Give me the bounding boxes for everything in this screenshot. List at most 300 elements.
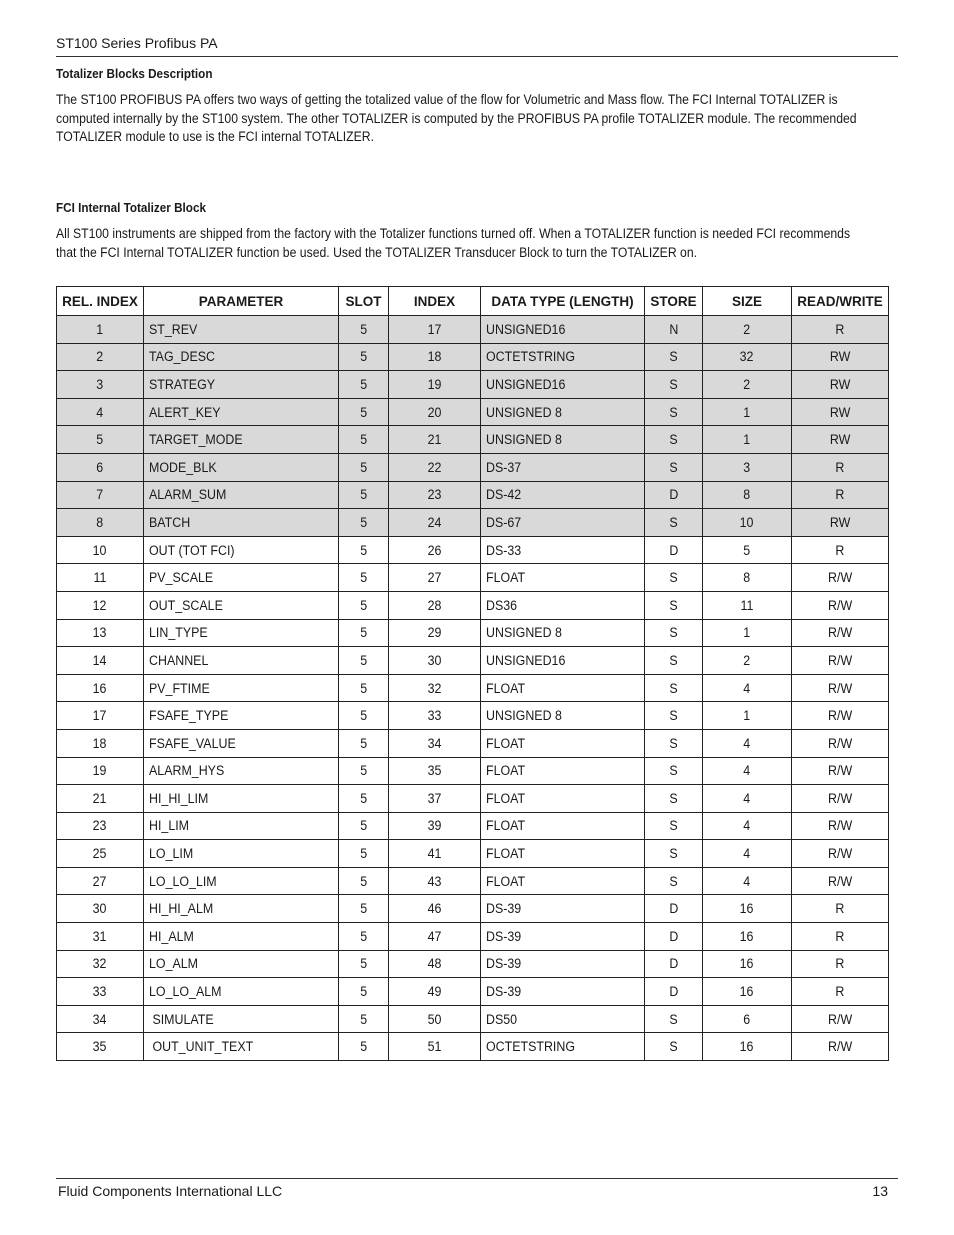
table-cell [339,702,389,730]
table-cell [389,702,481,730]
table-cell [144,1005,339,1033]
table-row [57,978,889,1006]
table-cell [703,674,792,702]
cell-text: FLOAT [486,570,526,586]
table-cell [144,950,339,978]
table-cell [339,564,389,592]
table-cell [57,895,144,923]
cell-text: FLOAT [486,818,526,834]
cell-text: 1 [743,708,751,724]
cell-text: 2 [743,376,751,392]
table-cell [339,729,389,757]
cell-text: 14 [93,652,107,668]
cell-text: 5 [360,404,367,420]
table-cell [703,785,792,813]
cell-text: S [669,459,678,475]
cell-text: R [835,321,845,337]
column-header: STORE [645,287,703,316]
cell-text: LO_LIM [149,846,194,862]
table-cell [703,398,792,426]
cell-text: 4 [743,763,751,779]
table-cell [144,371,339,399]
table-row [57,1005,889,1033]
cell-text: D [669,901,678,917]
cell-text: 5 [360,487,367,503]
table-cell [389,509,481,537]
column-header: REL. INDEX [57,287,144,316]
table-cell [144,564,339,592]
cell-text: STRATEGY [149,376,216,392]
cell-text: S [669,763,678,779]
table-cell [703,619,792,647]
cell-text: S [669,873,678,889]
cell-text: 5 [360,763,367,779]
cell-text: RW [829,376,851,392]
cell-text: S [669,597,678,613]
table-cell [481,950,645,978]
table-row [57,343,889,371]
table-cell [481,509,645,537]
cell-text: PV_SCALE [149,570,214,586]
table-cell [792,923,889,951]
cell-text: DS-42 [486,487,522,503]
table-cell [645,1005,703,1033]
table-cell [339,509,389,537]
table-cell [339,895,389,923]
table-cell [57,536,144,564]
table-cell [792,867,889,895]
table-cell [339,757,389,785]
cell-text: 5 [360,818,367,834]
table-cell [703,1005,792,1033]
cell-text: 5 [360,570,367,586]
table-row [57,895,889,923]
cell-text: 49 [427,984,442,1000]
company-name: Fluid Components International LLC [58,1183,283,1199]
cell-text: 35 [427,763,442,779]
cell-text: 4 [743,735,751,751]
table-row [57,591,889,619]
section-paragraph-totalizer-blocks [56,91,889,147]
table-cell [144,398,339,426]
cell-text: 27 [427,570,442,586]
cell-text: RW [829,432,851,448]
cell-text: 5 [360,680,367,696]
cell-text: S [669,514,678,530]
table-cell [57,343,144,371]
table-cell [645,674,703,702]
cell-text: OUT (TOT FCI) [149,542,235,558]
cell-text: 39 [427,818,442,834]
cell-text: 11 [93,570,107,586]
table-row [57,702,889,730]
cell-text: 4 [743,846,751,862]
cell-text: 34 [427,735,442,751]
table-cell [645,702,703,730]
cell-text: 3 [743,459,751,475]
cell-text: D [669,487,678,503]
cell-text: RW [829,404,851,420]
table-cell [389,536,481,564]
cell-text: UNSIGNED 8 [486,708,562,724]
table-cell [481,674,645,702]
table-cell [703,481,792,509]
table-cell [645,536,703,564]
cell-text: 5 [360,928,367,944]
table-cell [57,619,144,647]
cell-text: 16 [740,956,754,972]
cell-text: 10 [93,542,107,558]
cell-text: 30 [427,652,442,668]
cell-text: D [669,928,678,944]
table-cell [645,923,703,951]
table-cell [339,426,389,454]
table-row [57,371,889,399]
table-cell [703,453,792,481]
cell-text: N [669,321,678,337]
cell-text: DS-37 [486,459,522,475]
cell-text: 25 [93,846,107,862]
table-row [57,481,889,509]
parameter-table [56,286,889,1061]
cell-text: LIN_TYPE [149,625,208,641]
table-cell [57,647,144,675]
table-cell [645,398,703,426]
table-cell [144,316,339,344]
table-cell [339,453,389,481]
table-cell [703,729,792,757]
table-row [57,453,889,481]
table-cell [144,729,339,757]
table-cell [481,453,645,481]
table-row [57,923,889,951]
table-cell [339,840,389,868]
paragraph-line: that the FCI Internal TOTALIZER function be used. Used the TOTALIZER Transducer Block to turn the TOTALIZER on. [56,244,698,260]
table-cell [792,316,889,344]
table-cell [792,978,889,1006]
cell-text: 51 [427,1039,442,1055]
column-header: PARAMETER [144,287,339,316]
cell-text: S [669,818,678,834]
cell-text: 1 [743,432,751,448]
table-cell [57,950,144,978]
table-row [57,647,889,675]
cell-text: R/W [827,1011,853,1027]
cell-text: 10 [740,514,754,530]
cell-text: 16 [93,680,107,696]
table-cell [792,812,889,840]
table-row [57,674,889,702]
table-cell [389,950,481,978]
table-cell [339,785,389,813]
table-body [57,316,889,1061]
table-cell [144,481,339,509]
cell-text: D [669,542,678,558]
cell-text: UNSIGNED 8 [486,432,562,448]
table-cell [57,757,144,785]
table-cell [792,785,889,813]
cell-text: SIMULATE [149,1011,214,1027]
page-footer [56,1178,898,1203]
cell-text: 1 [743,625,751,641]
cell-text: 5 [360,625,367,641]
column-header: SLOT [339,287,389,316]
table-cell [144,426,339,454]
table-cell [339,343,389,371]
cell-text: 24 [427,514,442,530]
table-row [57,867,889,895]
table-cell [792,481,889,509]
cell-text: 7 [96,487,104,503]
table-cell [481,343,645,371]
cell-text: 29 [427,625,442,641]
cell-text: 47 [427,928,442,944]
table-cell [389,785,481,813]
table-cell [645,950,703,978]
table-cell [144,591,339,619]
table-cell [481,371,645,399]
cell-text: FLOAT [486,735,526,751]
table-cell [144,923,339,951]
table-cell [481,757,645,785]
page-number: 13 [872,1183,888,1199]
cell-text: FLOAT [486,846,526,862]
table-cell [144,702,339,730]
cell-text: 21 [93,790,107,806]
table-cell [389,316,481,344]
cell-text: 5 [360,708,367,724]
table-cell [792,1005,889,1033]
table-cell [645,895,703,923]
cell-text: 30 [93,901,107,917]
cell-text: UNSIGNED16 [486,321,566,337]
cell-text: 8 [743,570,751,586]
document-title: ST100 Series Profibus PA [56,35,218,51]
cell-text: OUT_UNIT_TEXT [149,1039,254,1055]
table-cell [703,923,792,951]
table-cell [57,978,144,1006]
cell-text: 5 [360,349,367,365]
table-cell [792,840,889,868]
cell-text: 31 [93,928,107,944]
cell-text: S [669,708,678,724]
cell-text: LO_LO_ALM [149,984,222,1000]
cell-text: DS-39 [486,956,522,972]
cell-text: 26 [427,542,442,558]
table-cell [703,343,792,371]
table-cell [57,702,144,730]
table-cell [57,398,144,426]
cell-text: 4 [743,873,751,889]
cell-text: 33 [427,708,442,724]
cell-text: R/W [827,790,853,806]
table-cell [57,453,144,481]
table-cell [703,895,792,923]
table-cell [481,564,645,592]
table-cell [144,509,339,537]
cell-text: 13 [93,625,107,641]
cell-text: BATCH [149,514,191,530]
table-cell [144,867,339,895]
cell-text: D [669,956,678,972]
cell-text: FLOAT [486,763,526,779]
table-cell [144,785,339,813]
cell-text: R/W [827,680,853,696]
table-cell [792,343,889,371]
table-cell [481,840,645,868]
table-cell [703,371,792,399]
table-cell [703,812,792,840]
table-cell [339,591,389,619]
cell-text: HI_HI_ALM [149,901,214,917]
cell-text: 5 [360,873,367,889]
table-cell [339,371,389,399]
table-cell [481,647,645,675]
table-cell [389,1033,481,1061]
cell-text: 43 [427,873,442,889]
table-cell [792,536,889,564]
table-cell [389,426,481,454]
table-row [57,785,889,813]
cell-text: S [669,570,678,586]
table-cell [339,316,389,344]
cell-text: 5 [96,432,104,448]
cell-text: 19 [427,376,442,392]
table-cell [792,371,889,399]
table-cell [481,591,645,619]
cell-text: 1 [743,404,751,420]
table-cell [481,812,645,840]
table-cell [481,536,645,564]
cell-text: R [835,984,845,1000]
table-cell [481,619,645,647]
cell-text: R/W [827,597,853,613]
table-cell [389,674,481,702]
cell-text: UNSIGNED16 [486,376,566,392]
table-cell [481,426,645,454]
table-cell [645,812,703,840]
table-row [57,950,889,978]
cell-text: R [835,956,845,972]
cell-text: R [835,901,845,917]
table-header-row [57,287,889,316]
cell-text: HI_LIM [149,818,190,834]
cell-text: 2 [743,321,751,337]
cell-text: 4 [743,790,751,806]
table-cell [645,757,703,785]
table-cell [645,591,703,619]
cell-text: DS-39 [486,984,522,1000]
cell-text: R/W [827,818,853,834]
table-cell [645,978,703,1006]
cell-text: 5 [360,597,367,613]
table-cell [703,591,792,619]
cell-text: TAG_DESC [149,349,216,365]
table-cell [792,1033,889,1061]
table-cell [792,702,889,730]
cell-text: 5 [743,542,751,558]
table-cell [703,509,792,537]
cell-text: PV_FTIME [149,680,210,696]
table-cell [389,840,481,868]
table-row [57,812,889,840]
table-cell [481,481,645,509]
cell-text: 5 [360,321,367,337]
table-cell [339,647,389,675]
table-cell [389,647,481,675]
cell-text: R/W [827,735,853,751]
table-cell [339,867,389,895]
table-cell [389,398,481,426]
table-cell [339,812,389,840]
cell-text: ALARM_HYS [149,763,225,779]
cell-text: 5 [360,790,367,806]
table-cell [389,564,481,592]
cell-text: 5 [360,1011,367,1027]
cell-text: ALERT_KEY [149,404,221,420]
cell-text: OCTETSTRING [486,1039,576,1055]
table-cell [144,536,339,564]
column-header: INDEX [389,287,481,316]
cell-text: 18 [427,349,442,365]
table-cell [645,840,703,868]
cell-text: S [669,652,678,668]
section-heading-totalizer-blocks: Totalizer Blocks Description [56,66,213,81]
cell-text: 5 [360,735,367,751]
cell-text: R/W [827,652,853,668]
table-cell [703,316,792,344]
table-cell [645,316,703,344]
table-cell [339,1033,389,1061]
paragraph-line: All ST100 instruments are shipped from the factory with the Totalizer functions turned off. When a TOTALIZER function is needed FCI recommends [56,226,851,241]
table-cell [57,509,144,537]
cell-text: UNSIGNED 8 [486,404,562,420]
cell-text: S [669,846,678,862]
table-cell [481,729,645,757]
table-row [57,1033,889,1061]
table-cell [339,950,389,978]
cell-text: HI_HI_LIM [149,790,209,806]
table-cell [389,757,481,785]
cell-text: 16 [740,1039,754,1055]
table-cell [703,867,792,895]
table-cell [339,481,389,509]
cell-text: R/W [827,625,853,641]
table-cell [645,343,703,371]
column-header: DATA TYPE (LENGTH) [481,287,645,316]
cell-text: FLOAT [486,873,526,889]
table-cell [57,812,144,840]
cell-text: 32 [93,956,107,972]
table-cell [389,481,481,509]
table-cell [144,343,339,371]
table-cell [703,978,792,1006]
cell-text: LO_ALM [149,956,199,972]
cell-text: FSAFE_TYPE [149,708,229,724]
cell-text: 16 [740,901,754,917]
table-cell [144,757,339,785]
cell-text: OUT_SCALE [149,597,223,613]
cell-text: R/W [827,846,853,862]
table-cell [703,564,792,592]
table-row [57,398,889,426]
cell-text: S [669,790,678,806]
cell-text: 5 [360,514,367,530]
cell-text: R [835,542,845,558]
cell-text: S [669,404,678,420]
table-cell [339,674,389,702]
cell-text: DS50 [486,1011,518,1027]
